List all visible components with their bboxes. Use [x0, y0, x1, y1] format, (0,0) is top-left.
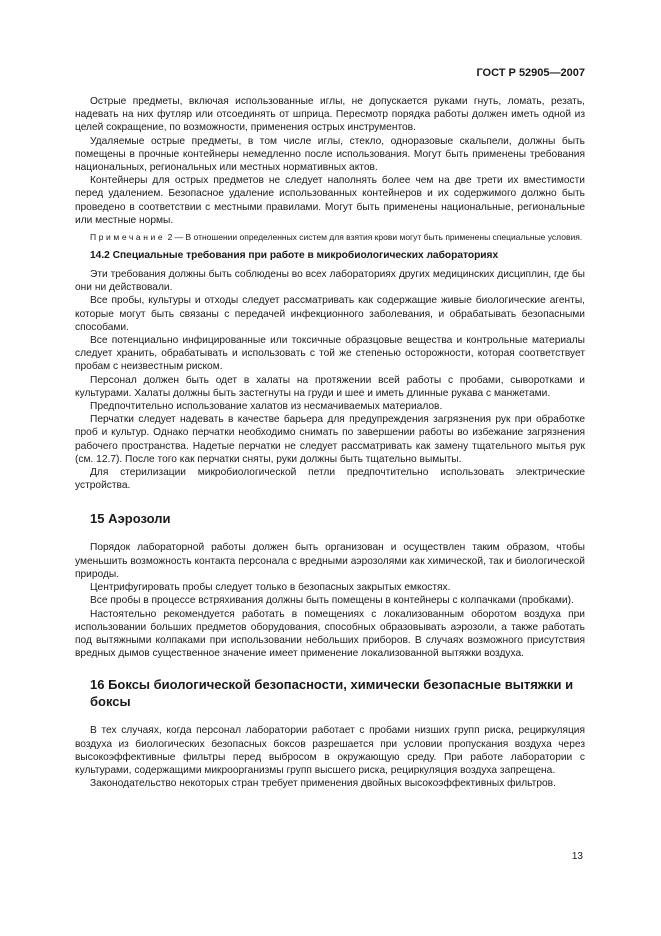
note-label: Примечание — [90, 232, 166, 243]
note-text: 2 — В отношении определенных систем для взятия крови могут быть применены специальные условия. — [165, 232, 583, 243]
paragraph: Все потенциально инфицированные или токсичные образцовые вещества и контрольные материалы следует хранить, обрабатывать и использовать с той же степенью осторожности, которая соответствует пробам с неизвестным риском. — [75, 335, 585, 373]
paragraph: Порядок лабораторной работы должен быть организован и осуществлен таким образом, чтобы уменьшить возможность контакта персонала с вредными аэрозолями как химической, так и биологической природы. — [75, 542, 585, 580]
document-header: ГОСТ Р 52905—2007 — [476, 67, 585, 79]
paragraph: В тех случаях, когда персонал лаборатории работает с пробами низших групп риска, рециркуляция воздуха из биологических безопасных боксов разрешается при условии пропускания воздуха через высокоэффективные фильтры перед выбросом в окружающую среду. При работе лаборатории с культурами, содержащими микроорганизмы групп высшего риска, рециркуляция воздуха запрещена. — [75, 725, 585, 776]
paragraph: Контейнеры для острых предметов не следует наполнять более чем на две трети их вместимости перед удалением. Безопасное удаление использованных контейнеров и их содержимого должно быть проведено в соответствии с местными правилами. Могут быть применены национальные, региональные или местные нормы. — [75, 175, 585, 226]
paragraph: Настоятельно рекомендуется работать в помещениях с локализованным оборотом воздуха при использовании больших предметов оборудования, способных образовывать аэрозоли, а также работать под вытяжными колпаками при использовании небольших приборов. В случаях возможного присутствия вредных дымов существенное значение имеет применение локализованной вытяжки воздуха. — [75, 608, 585, 660]
paragraph: Персонал должен быть одет в халаты на протяжении всей работы с пробами, сыворотками и культурами. Халаты должны быть застегнуты на груди и шее и иметь длинные рукава с манжетами. — [75, 374, 585, 399]
note — [75, 231, 585, 243]
paragraph: Центрифугировать пробы следует только в безопасных закрытых емкостях. — [90, 582, 451, 594]
page-number: 13 — [571, 851, 583, 862]
subsection-heading-14-2: 14.2 Специальные требования при работе в микробиологических лабораториях — [90, 250, 499, 262]
paragraph: Предпочтительно использование халатов из несмачиваемых материалов. — [90, 401, 443, 413]
section-heading-15: 15 Аэрозоли — [90, 511, 171, 527]
section-heading-16: 16 Боксы биологической безопасности, химически безопасные вытяжки и боксы — [90, 677, 574, 710]
paragraph: Все пробы, культуры и отходы следует рассматривать как содержащие живые биологические агенты, которые могут быть связаны с передачей инфекционного заболевания, и обрабатывать безопасными способами. — [75, 295, 585, 333]
paragraph: Для стерилизации микробиологической петли предпочтительно использовать электрические устройства. — [75, 467, 585, 492]
paragraph: Все пробы в процессе встряхивания должны быть помещены в контейнеры с колпачками (пробками). — [90, 595, 574, 607]
paragraph: Удаляемые острые предметы, в том числе иглы, стекло, одноразовые скальпели, должны быть помещены в прочные контейнеры немедленно после использования. Могут быть применены требования национальных, региональных или местных нормативных актов. — [75, 135, 585, 174]
paragraph: Перчатки следует надевать в качестве барьера для предупреждения загрязнения рук при обработке проб и культур. Однако перчатки необходимо снимать по завершении работы во избежание загрязнения рабочего пространства. Надетые перчатки не следует рассматривать как замену тщательного мытья рук (см. 12.7). После того как перчатки сняты, руки должны быть тщательно вымыты. — [75, 414, 585, 465]
body-text — [75, 95, 585, 790]
paragraph: Законодательство некоторых стран требует применения двойных высокоэффективных фильтров. — [90, 778, 556, 790]
paragraph: Эти требования должны быть соблюдены во всех лабораториях других медицинских дисциплин, где бы они ни действовали. — [75, 269, 585, 294]
paragraph: Острые предметы, включая использованные иглы, не допускается руками гнуть, ломать, резать, надевать на них футляр или отсоединять от шприца. Пересмотр порядка работы должен иметь одной из целей сокращение, по возможности, применения острых инструментов. — [75, 96, 585, 134]
